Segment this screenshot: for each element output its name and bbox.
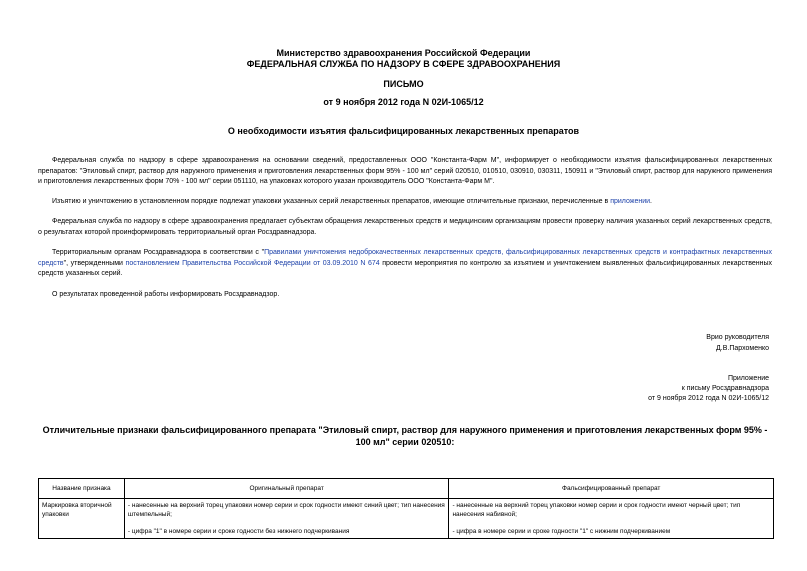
paragraph-4-text-end: провести мероприятия по контролю за изъятием и уничтожением выявленных фальсифицированных лекарственных средств указанных серий. [38,259,772,277]
appendix-link[interactable]: приложении [610,198,651,205]
document-title: О необходимости изъятия фальсифицированных лекарственных препаратов [227,126,580,136]
row-sign-name: Маркировка вторичной упаковки [39,499,125,539]
paragraph-4-text-start: Территориальным органам Росздравнадзора в соответствии с " [52,249,265,256]
ministry-name: Министерство здравоохранения Российской Федерации [276,48,531,58]
signature-name: Д.В.Пархоменко [716,345,769,352]
header-sign-name: Название признака [39,479,125,499]
document-date-number: от 9 ноября 2012 года N 02И-1065/12 [323,97,484,107]
header-original: Оригинальный препарат [124,479,449,499]
original-item-1: - нанесенные на верхний торец упаковки номер серии и срок годности имеют синий цвет; тип нанесения штемпельный; [127,502,445,518]
paragraph-2 [38,197,772,208]
appendix-title: Отличительные признаки фальсифицированного препарата "Этиловый спирт, раствор для наружного применения и приготовления лекарственных форм 95% - 100 мл" серии 020510: [42,425,768,447]
fake-item-2: - цифра в номере серии и сроке годности "1" с нижним подчеркиванием [452,528,671,535]
appendix-ref-1: к письму Росздравнадзора [681,385,769,392]
paragraph-3: Федеральная служба по надзору в сфере здравоохранения предлагает субъектам обращения лекарственных средств и медицинским организациям провести проверку наличия указанных серий лекарственных средств, о результатах которой проинформировать территориальный орган Росздравнадзора. [38,218,772,236]
header-fake: Фальсифицированный препарат [449,479,774,499]
fake-item-1: - нанесенные на верхний торец упаковки номер серии и срок годности имеют черный цвет; тип нанесения набивной; [452,502,741,518]
paragraph-2-end: . [650,198,652,205]
paragraph-1: Федеральная служба по надзору в сфере здравоохранения на основании сведений, предоставленных ООО "Константа-Фарм М", информирует о необходимости изъятия фальсифицированных лекарственных препаратов: "Этиловый спирт, раствор для наружного применения и приготовления лекарственных форм 95% - 100 мл" серий 020510, 010510, 030910, 030311, 150911 и "Этиловый спирт, раствор для наружного применения и приготовления лекарственных форм 70% - 100 мл" серии 051110, на упаковках которого указан производитель ООО "Константа-Фарм М". [38,157,772,185]
document-type: ПИСЬМО [383,79,424,89]
paragraph-4 [38,248,772,280]
paragraph-2-text: Изъятию и уничтожению в установленном порядке подлежат упаковки указанных серий лекарственных препаратов, имеющие отличительные признаки, перечисленные в [52,198,611,205]
resolution-link[interactable]: постановлением Правительства Российской Федерации от 03.09.2010 N 674 [125,259,380,267]
signs-table [38,478,774,539]
paragraph-5: О результатах проведенной работы информировать Росздравнадзор. [52,291,280,298]
row-original [124,499,449,539]
service-name: ФЕДЕРАЛЬНАЯ СЛУЖБА ПО НАДЗОРУ В СФЕРЕ ЗДРАВООХРАНЕНИЯ [246,59,561,69]
rules-link[interactable]: Правилами уничтожения недоброкачественных лекарственных средств, фальсифицированных лекарственных средств и контрафактных лекарственных средств [38,249,772,267]
table-row [39,499,774,539]
paragraph-4-text-mid: ", утвержденными [63,259,126,267]
appendix-ref-2: от 9 ноября 2012 года N 02И-1065/12 [648,395,769,402]
table-header-row [39,479,774,499]
appendix-label: Приложение [727,375,769,382]
original-item-2: - цифра "1" в номере серии и сроке годности без нижнего подчеркивания [127,528,350,535]
signature-position: Врио руководителя [706,334,769,341]
row-fake [449,499,774,539]
